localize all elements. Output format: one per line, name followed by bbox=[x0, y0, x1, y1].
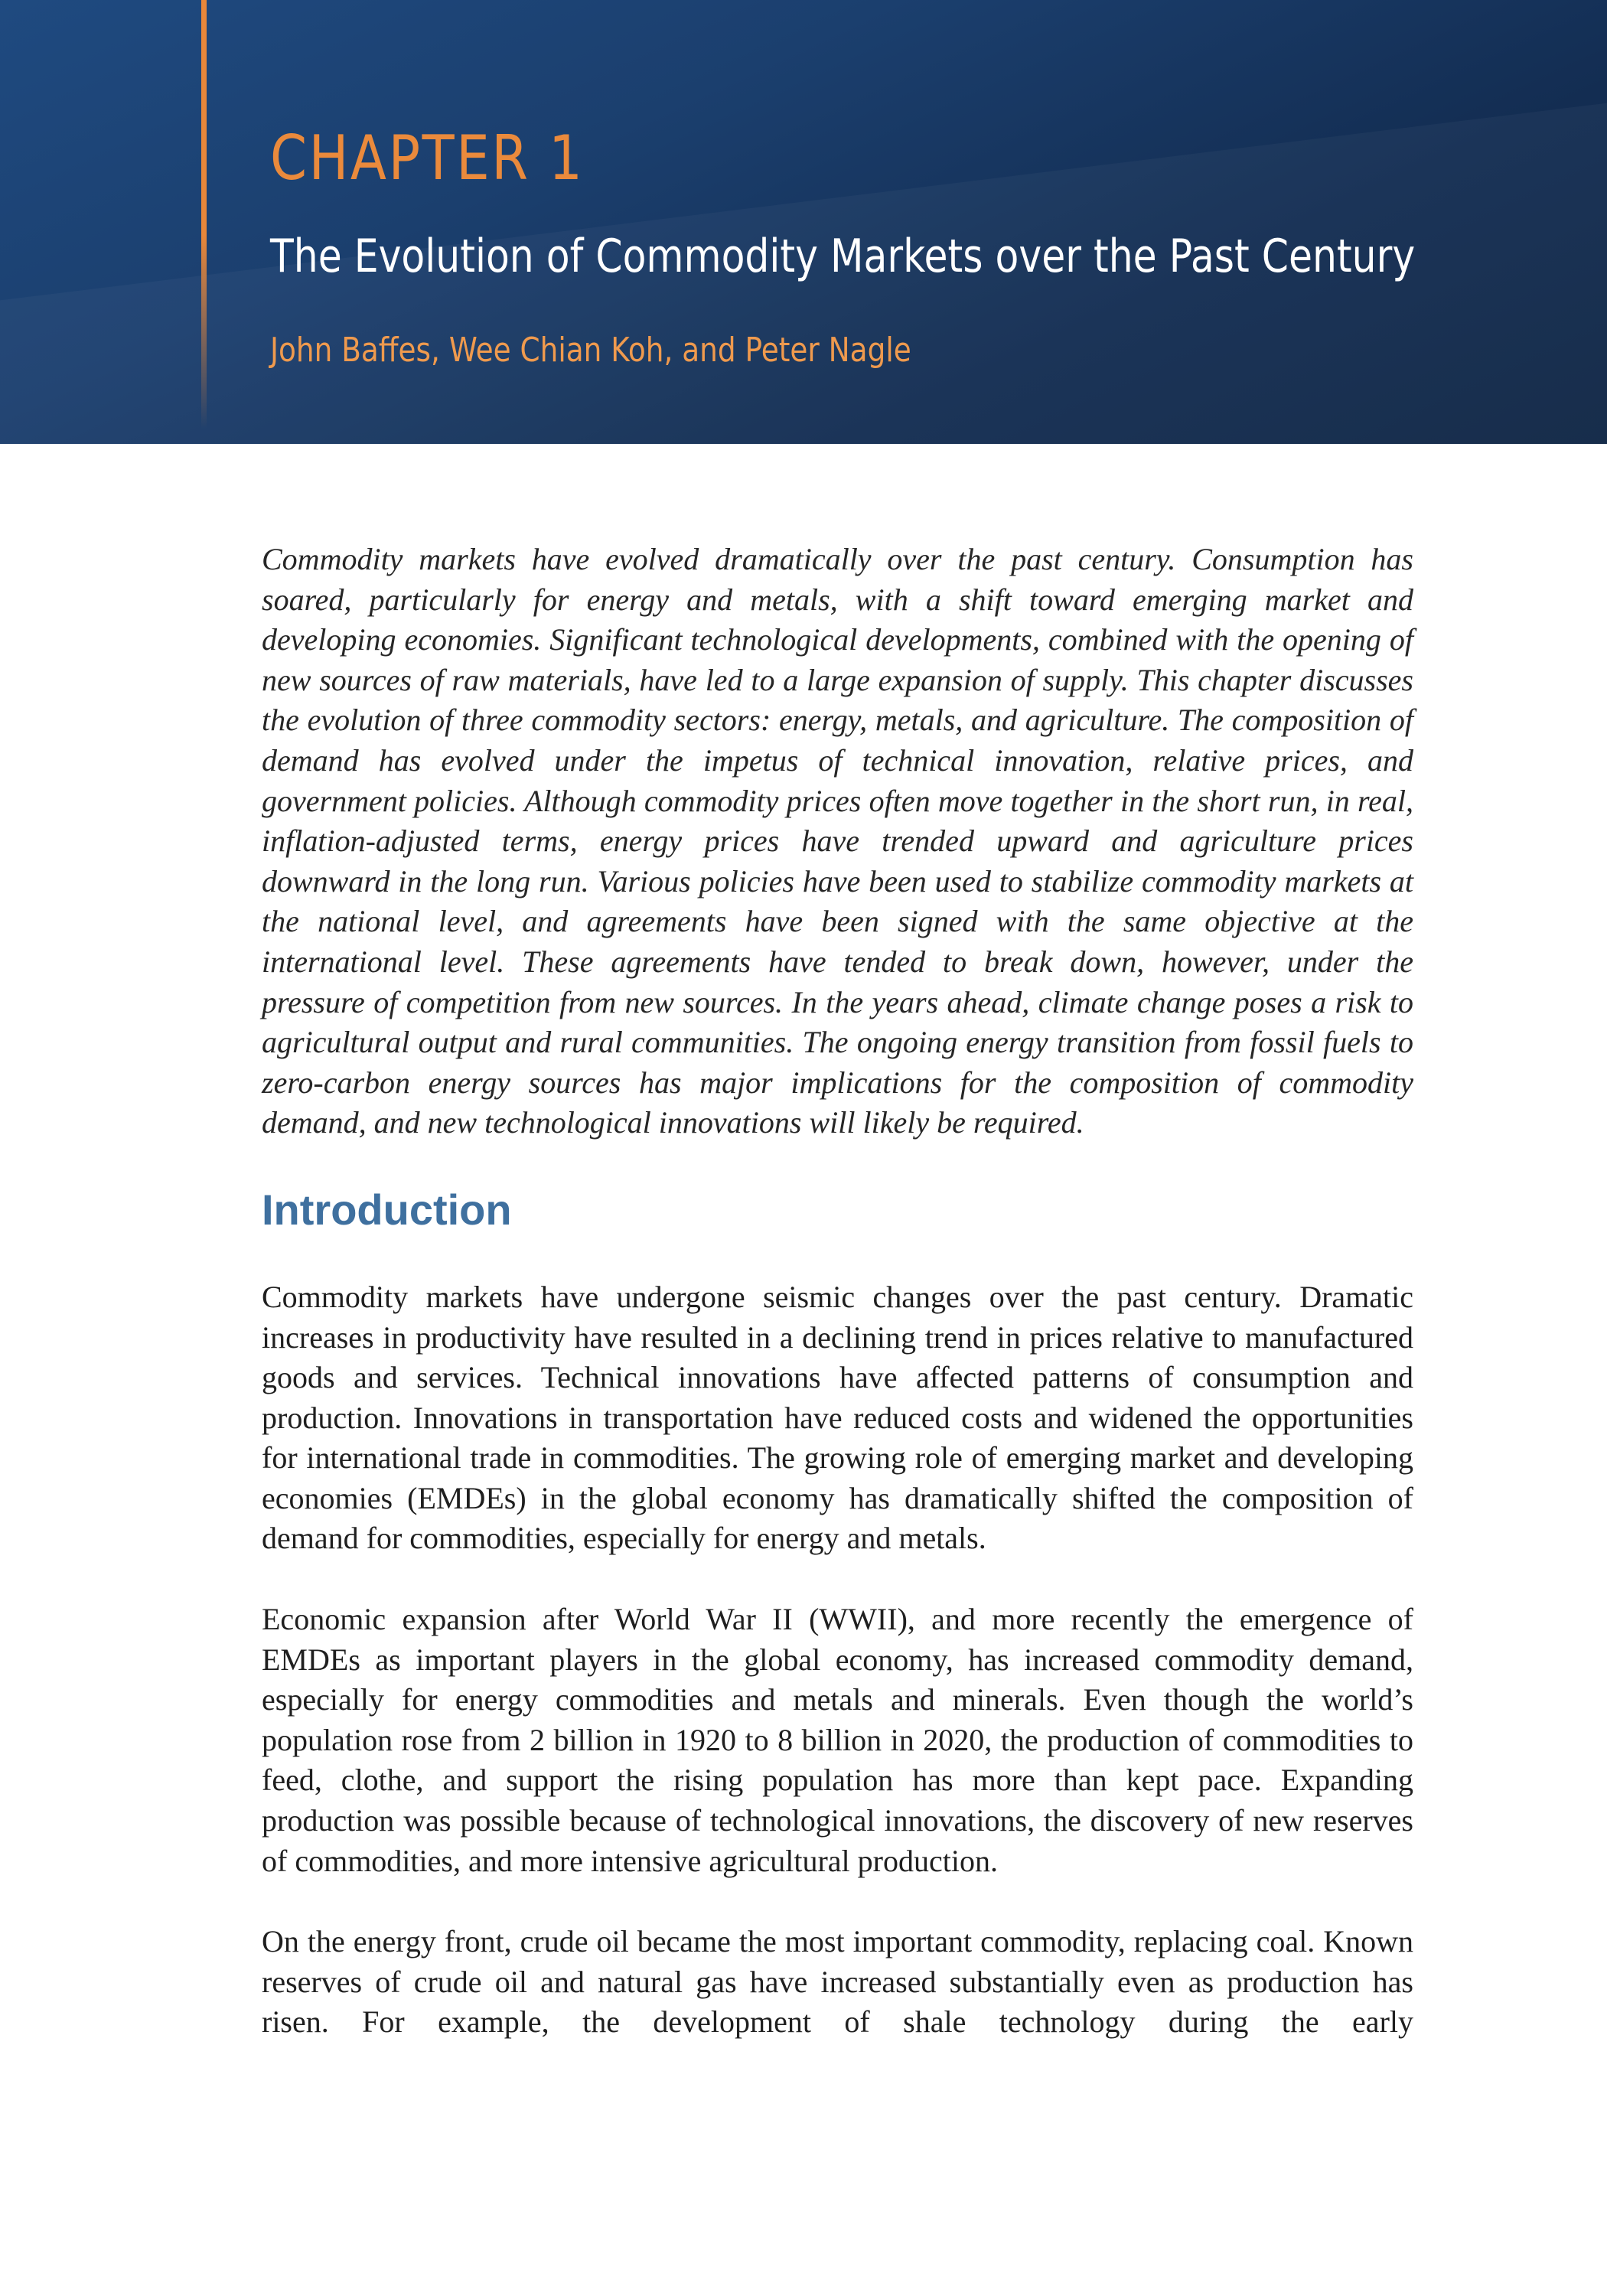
page-content bbox=[262, 540, 1413, 2043]
section-heading-introduction: Introduction bbox=[262, 1185, 512, 1234]
chapter-abstract: Commodity markets have evolved dramatically over the past century. Consumption has soared, particularly for energy and metals, with a shift toward emerging market and developing economies. Significant technological developments, combined with the opening of new sources of raw materials, have led to a large expansion of supply. This chapter discusses the evolution of three commodity sectors: energy, metals, and agriculture. The composition of demand has evolved under the impetus of technical innovation, relative prices, and government policies. Although commodity prices often move together in the short run, in real, inflation-adjusted terms, energy prices have trended upward and agriculture prices downward in the long run. Various policies have been used to stabilize commodity markets at the national level, and agreements have been signed with the same objective at the international level. These agreements have tended to break down, however, under the pressure of competition from new sources. In the years ahead, climate change poses a risk to agricultural output and rural communities. The ongoing energy transition from fossil fuels to zero-carbon energy sources has major implications for the composition of commodity demand, and new technological innovations will likely be required. bbox=[262, 542, 1413, 1140]
body-paragraph: Economic expansion after World War II (WWII), and more recently the emergence of EMDEs as important players in the global economy, has increased commodity demand, especially for energy commodities and metals and minerals. Even though the world’s population rose from 2 billion in 1920 to 8 billion in 2020, the production of commodities to feed, clothe, and support the rising population has more than kept pace. Expanding production was possible because of technological innovations, the discovery of new reserves of commodities, and more intensive agricultural production. bbox=[262, 1602, 1413, 1878]
body-paragraph: On the energy front, crude oil became the most important commodity, replacing coal. Known reserves of crude oil and natural gas have increased substantially even as production has risen. For example, the development of shale technology during the early bbox=[262, 1924, 1413, 2040]
chapter-banner bbox=[0, 0, 1607, 444]
chapter-title: The Evolution of Commodity Markets over the Past Century bbox=[270, 230, 1416, 283]
chapter-authors: John Baffes, Wee Chian Koh, and Peter Nagle bbox=[270, 331, 911, 370]
accent-rule bbox=[201, 0, 207, 429]
chapter-label: CHAPTER 1 bbox=[270, 122, 585, 194]
body-paragraph: Commodity markets have undergone seismic changes over the past century. Dramatic increases in productivity have resulted in a declining trend in prices relative to manufactured goods and services. Technical innovations have affected patterns of consumption and production. Innovations in transportation have reduced costs and widened the opportunities for international trade in commodities. The growing role of emerging market and developing economies (EMDEs) in the global economy has dramatically shifted the composition of demand for commodities, especially for energy and metals. bbox=[262, 1279, 1413, 1556]
